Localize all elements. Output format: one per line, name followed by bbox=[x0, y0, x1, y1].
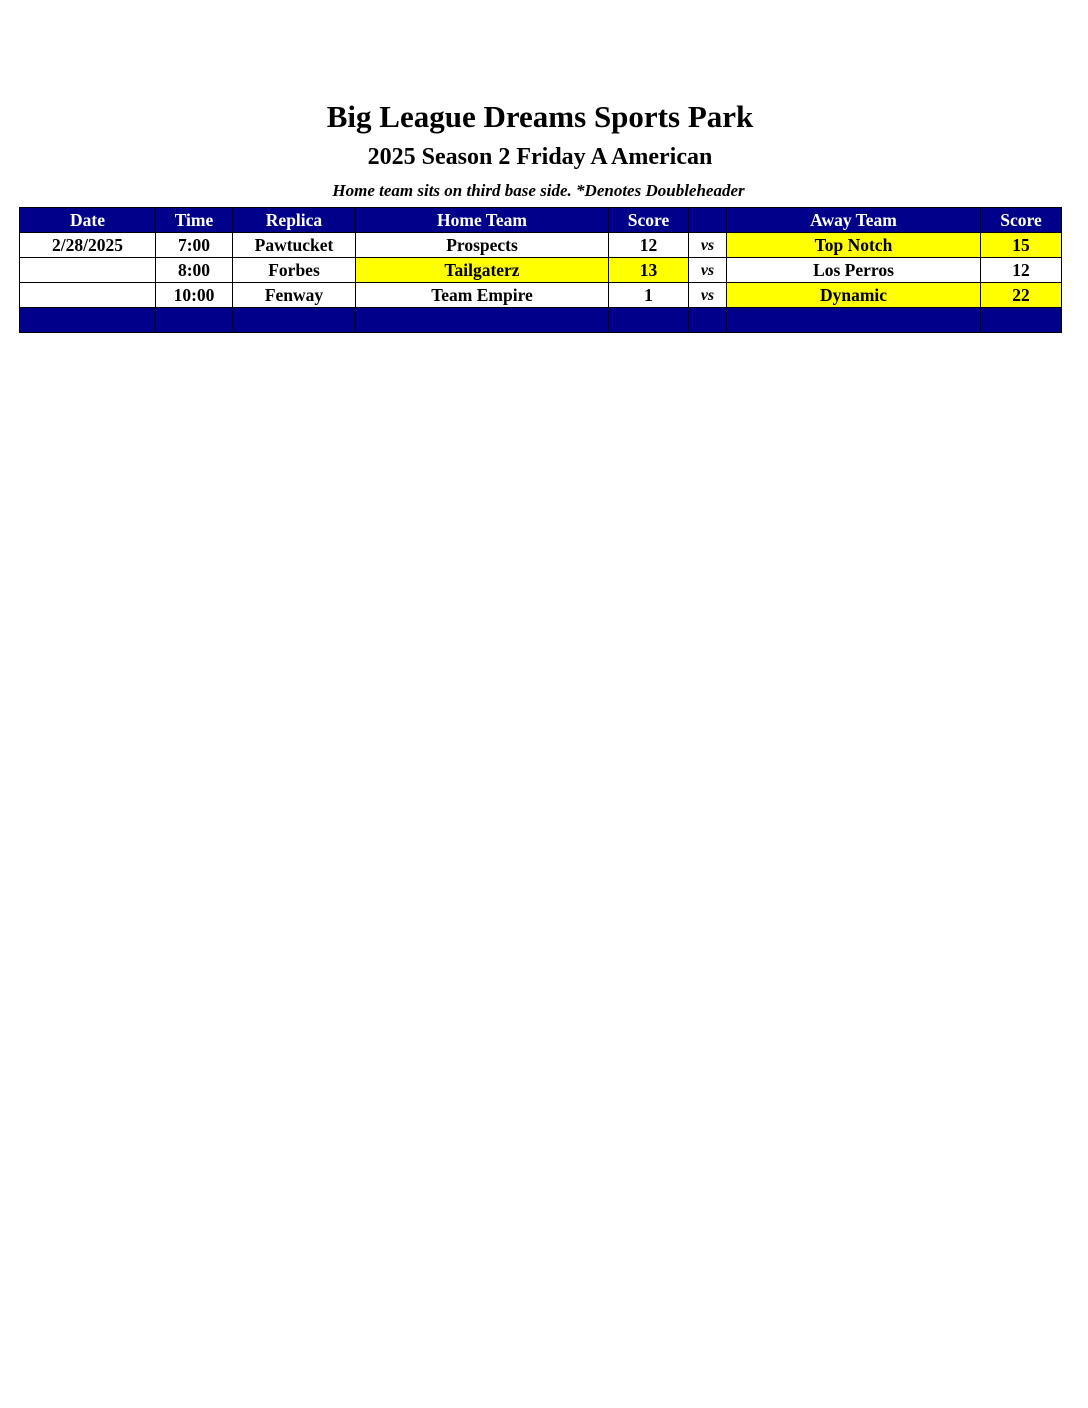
away-team-cell: Top Notch bbox=[727, 233, 981, 258]
column-header-date: Date bbox=[20, 208, 156, 233]
column-header-away-team: Away Team bbox=[727, 208, 981, 233]
away-team-cell: Dynamic bbox=[727, 283, 981, 308]
home-team-cell: Prospects bbox=[356, 233, 609, 258]
column-header-replica: Replica bbox=[233, 208, 356, 233]
footer-cell bbox=[356, 308, 609, 333]
footer-cell bbox=[981, 308, 1062, 333]
footer-cell bbox=[609, 308, 689, 333]
column-header-home-team: Home Team bbox=[356, 208, 609, 233]
table-row bbox=[20, 233, 1062, 258]
footer-cell bbox=[20, 308, 156, 333]
home-score-cell: 13 bbox=[609, 258, 689, 283]
away-score-cell: 22 bbox=[981, 283, 1062, 308]
home-score-cell: 1 bbox=[609, 283, 689, 308]
footer-cell bbox=[156, 308, 233, 333]
table-row bbox=[20, 283, 1062, 308]
replica-cell: Forbes bbox=[233, 258, 356, 283]
time-cell: 8:00 bbox=[156, 258, 233, 283]
date-cell bbox=[20, 283, 156, 308]
footer-cell bbox=[727, 308, 981, 333]
footer-cell bbox=[233, 308, 356, 333]
time-cell: 10:00 bbox=[156, 283, 233, 308]
vs-cell: vs bbox=[689, 233, 727, 258]
replica-cell: Fenway bbox=[233, 283, 356, 308]
table-footer-row bbox=[20, 308, 1062, 333]
schedule-table bbox=[19, 207, 1062, 333]
footer-cell bbox=[689, 308, 727, 333]
column-header-away-score: Score bbox=[981, 208, 1062, 233]
vs-cell: vs bbox=[689, 258, 727, 283]
away-team-cell: Los Perros bbox=[727, 258, 981, 283]
column-header-home-score: Score bbox=[609, 208, 689, 233]
page-subtitle: 2025 Season 2 Friday A American bbox=[367, 144, 713, 170]
time-cell: 7:00 bbox=[156, 233, 233, 258]
column-header-vs bbox=[689, 208, 727, 233]
away-score-cell: 15 bbox=[981, 233, 1062, 258]
date-cell: 2/28/2025 bbox=[20, 233, 156, 258]
page-title: Big League Dreams Sports Park bbox=[326, 99, 754, 134]
replica-cell: Pawtucket bbox=[233, 233, 356, 258]
date-cell bbox=[20, 258, 156, 283]
home-team-cell: Team Empire bbox=[356, 283, 609, 308]
table-header-row bbox=[20, 208, 1062, 233]
home-score-cell: 12 bbox=[609, 233, 689, 258]
vs-cell: vs bbox=[689, 283, 727, 308]
schedule-note: Home team sits on third base side. *Denotes Doubleheader bbox=[332, 181, 745, 200]
table-row bbox=[20, 258, 1062, 283]
column-header-time: Time bbox=[156, 208, 233, 233]
home-team-cell: Tailgaterz bbox=[356, 258, 609, 283]
away-score-cell: 12 bbox=[981, 258, 1062, 283]
